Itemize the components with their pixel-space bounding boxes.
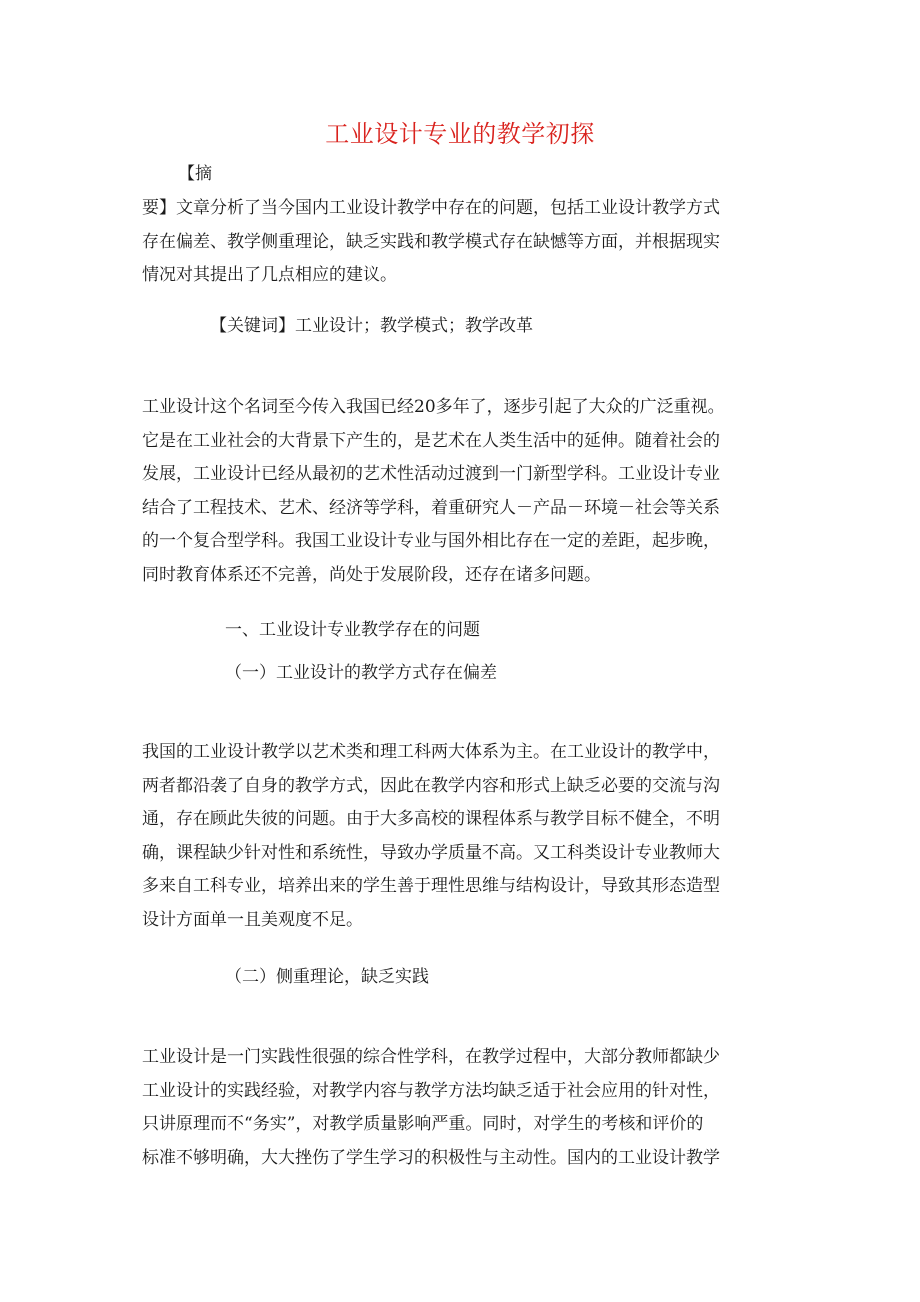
abstract-label: 【摘 <box>178 164 212 184</box>
document-title: 工业设计专业的教学初探 <box>325 120 595 148</box>
abstract-line: 要】文章分析了当今国内工业设计教学中存在的问题，包括工业设计教学方式 <box>142 198 720 218</box>
intro-line: 工业设计这个名词至今传入我国已经20多年了，逐步引起了大众的广泛重视。 <box>142 397 725 417</box>
sub2-line: 工业设计的实践经验，对教学内容与教学方法均缺乏适于社会应用的针对性， <box>142 1080 720 1101</box>
sub2-line: 标准不够明确，大大挫伤了学生学习的积极性与主动性。国内的工业设计教学 <box>142 1147 720 1168</box>
sub1-line: 通，存在顾此失彼的问题。由于大多高校的课程体系与教学目标不健全，不明 <box>142 809 720 829</box>
abstract-line: 存在偏差、教学侧重理论，缺乏实践和教学模式存在缺憾等方面，并根据现实 <box>142 231 720 252</box>
intro-line: 同时教育体系还不完善，尚处于发展阶段，还存在诸多问题。 <box>142 564 601 585</box>
subsection-heading-1: （一）工业设计的教学方式存在偏差 <box>225 663 497 683</box>
keywords-line: 【关键词】工业设计；教学模式；教学改革 <box>210 316 533 336</box>
sub1-paragraph <box>142 736 772 937</box>
intro-line: 发展，工业设计已经从最初的艺术性活动过渡到一门新型学科。工业设计专业 <box>142 464 720 484</box>
intro-line: 结合了工程技术、艺术、经济等学科，着重研究人－产品－环境－社会等关系 <box>142 497 720 518</box>
sub1-line: 两者都沿袭了自身的教学方式，因此在教学内容和形式上缺乏必要的交流与沟 <box>142 775 720 796</box>
subsection-heading-2: （二）侧重理论，缺乏实践 <box>225 967 429 987</box>
abstract-paragraph <box>142 192 772 293</box>
intro-line: 的一个复合型学科。我国工业设计专业与国外相比存在一定的差距，起步晚， <box>142 531 720 551</box>
intro-paragraph <box>142 391 772 592</box>
sub1-line: 我国的工业设计教学以艺术类和理工科两大体系为主。在工业设计的教学中， <box>142 742 720 762</box>
sub1-line: 多来自工科专业，培养出来的学生善于理性思维与结构设计，导致其形态造型 <box>142 876 720 896</box>
sub2-paragraph <box>142 1041 772 1175</box>
sub1-line: 确，课程缺少针对性和系统性，导致办学质量不高。又工科类设计专业教师大 <box>142 842 720 863</box>
intro-line: 它是在工业社会的大背景下产生的，是艺术在人类生活中的延伸。随着社会的 <box>142 430 720 451</box>
sub2-line: 工业设计是一门实践性很强的综合性学科，在教学过程中，大部分教师都缺少 <box>142 1047 720 1067</box>
sub1-line: 设计方面单一且美观度不足。 <box>142 909 363 930</box>
section-heading-1: 一、工业设计专业教学存在的问题 <box>225 620 480 640</box>
sub2-line: 只讲原理而不“务实”，对教学质量影响严重。同时，对学生的考核和评价的 <box>142 1114 704 1134</box>
abstract-line: 情况对其提出了几点相应的建议。 <box>142 265 397 285</box>
